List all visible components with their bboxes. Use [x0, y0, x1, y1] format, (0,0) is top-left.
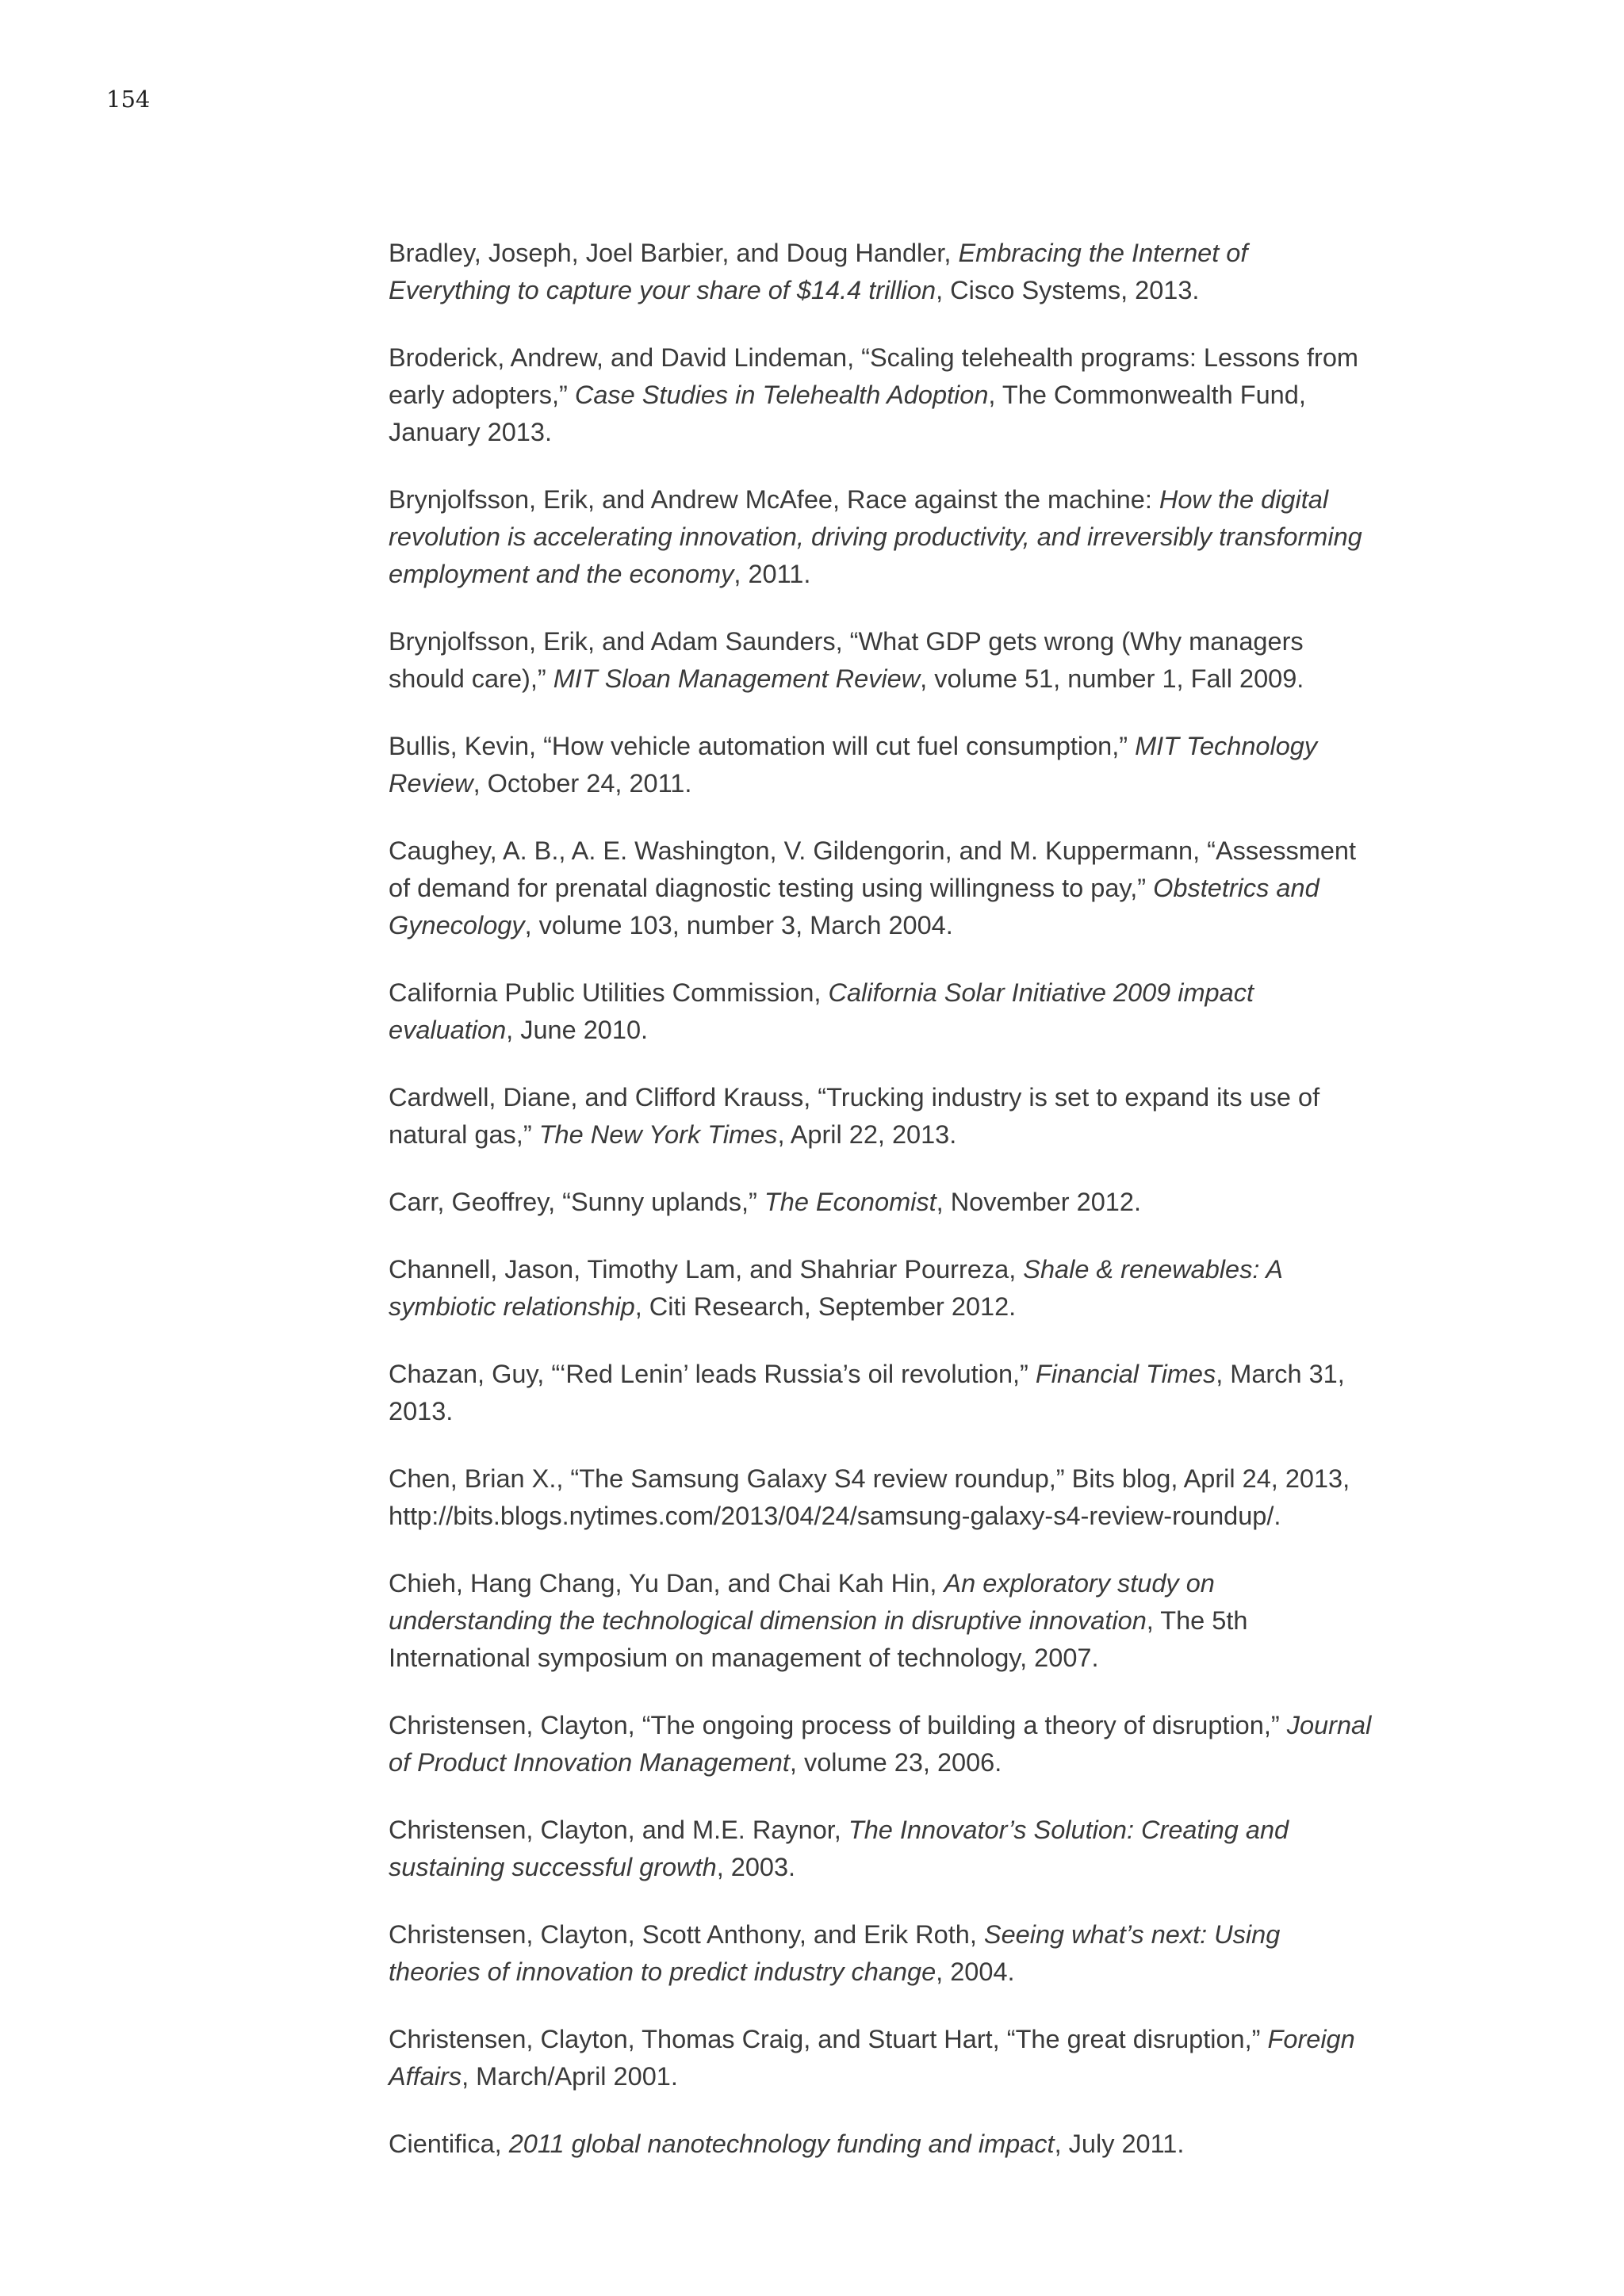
- reference-entry: [389, 974, 1372, 1049]
- reference-text: , April 22, 2013.: [777, 1120, 957, 1149]
- reference-text: , The 5th International symposium on management of technology, 2007.: [389, 1606, 1248, 1672]
- reference-entry: [389, 1251, 1372, 1326]
- reference-title-italic: The Economist: [764, 1188, 936, 1216]
- reference-text: Brynjolfsson, Erik, and Adam Saunders, “What GDP gets wrong (Why managers should care),”: [389, 627, 1304, 693]
- reference-text: Christensen, Clayton, “The ongoing process of building a theory of disruption,”: [389, 1711, 1287, 1739]
- reference-text: Chazan, Guy, “‘Red Lenin’ leads Russia’s oil revolution,”: [389, 1360, 1036, 1388]
- reference-entry: [389, 1356, 1372, 1430]
- reference-text: Caughey, A. B., A. E. Washington, V. Gildengorin, and M. Kuppermann, “Assessment of demand for prenatal diagnostic testing using willingness to pay,”: [389, 836, 1357, 902]
- reference-title-italic: Seeing what’s next: Using theories of innovation to predict industry change: [389, 1920, 1281, 1986]
- reference-text: , March/April 2001.: [462, 2062, 678, 2091]
- reference-entry: [389, 339, 1372, 451]
- reference-text: Broderick, Andrew, and David Lindeman, “Scaling telehealth programs: Lessons from early adopters,”: [389, 343, 1359, 409]
- reference-text: Chen, Brian X., “The Samsung Galaxy S4 review roundup,” Bits blog, April 24, 2013, http://bits.blogs.nytimes.com/2013/04/24/samsung-galaxy-s4-review-roundup/.: [389, 1464, 1350, 1530]
- reference-title-italic: Shale & renewables: A symbiotic relationship: [389, 1255, 1282, 1321]
- reference-title-italic: Obstetrics and Gynecology: [389, 874, 1320, 939]
- reference-text: Chieh, Hang Chang, Yu Dan, and Chai Kah Hin,: [389, 1569, 944, 1598]
- reference-title-italic: The Innovator’s Solution: Creating and sustaining successful growth: [389, 1816, 1289, 1881]
- reference-list: [389, 235, 1372, 2193]
- reference-title-italic: Foreign Affairs: [389, 2025, 1355, 2091]
- reference-text: Bullis, Kevin, “How vehicle automation will cut fuel consumption,”: [389, 732, 1136, 760]
- reference-entry: [389, 1812, 1372, 1886]
- reference-text: Christensen, Clayton, Scott Anthony, and Erik Roth,: [389, 1920, 984, 1949]
- reference-entry: [389, 2126, 1372, 2163]
- reference-entry: [389, 1565, 1372, 1677]
- reference-entry: [389, 1184, 1372, 1221]
- reference-title-italic: California Solar Initiative 2009 impact evaluation: [389, 978, 1254, 1044]
- reference-text: , volume 23, 2006.: [789, 1748, 1002, 1777]
- reference-title-italic: MIT Sloan Management Review: [553, 664, 921, 693]
- reference-title-italic: An exploratory study on understanding the technological dimension in disruptive innovation: [389, 1569, 1215, 1635]
- reference-title-italic: Financial Times: [1035, 1360, 1216, 1388]
- reference-title-italic: How the digital revolution is accelerating innovation, driving productivity, and irreversibly transforming employment and the economy: [389, 485, 1362, 588]
- reference-text: , Cisco Systems, 2013.: [936, 276, 1200, 304]
- reference-entry: [389, 235, 1372, 309]
- reference-text: , 2004.: [936, 1957, 1015, 1986]
- reference-text: , 2011.: [733, 560, 811, 588]
- reference-title-italic: Embracing the Internet of Everything to capture your share of $14.4 trillion: [389, 239, 1248, 304]
- reference-entry: [389, 728, 1372, 802]
- reference-entry: [389, 1079, 1372, 1154]
- reference-text: , volume 103, number 3, March 2004.: [524, 911, 953, 939]
- reference-entry: [389, 481, 1372, 593]
- reference-text: Christensen, Clayton, and M.E. Raynor,: [389, 1816, 848, 1844]
- reference-text: , volume 51, number 1, Fall 2009.: [920, 664, 1304, 693]
- reference-text: California Public Utilities Commission,: [389, 978, 829, 1007]
- reference-text: Cardwell, Diane, and Clifford Krauss, “Trucking industry is set to expand its use of natural gas,”: [389, 1083, 1320, 1149]
- reference-title-italic: Case Studies in Telehealth Adoption: [574, 381, 989, 409]
- reference-text: , July 2011.: [1054, 2130, 1185, 2158]
- reference-text: Brynjolfsson, Erik, and Andrew McAfee, Race against the machine:: [389, 485, 1159, 514]
- reference-title-italic: MIT Technology Review: [389, 732, 1318, 798]
- reference-text: , June 2010.: [506, 1016, 649, 1044]
- reference-entry: [389, 1460, 1372, 1535]
- reference-text: , October 24, 2011.: [473, 769, 692, 798]
- reference-text: , March 31, 2013.: [389, 1360, 1345, 1425]
- reference-text: Channell, Jason, Timothy Lam, and Shahriar Pourreza,: [389, 1255, 1024, 1284]
- reference-entry: [389, 1707, 1372, 1781]
- reference-text: , November 2012.: [936, 1188, 1141, 1216]
- reference-entry: [389, 832, 1372, 944]
- reference-entry: [389, 1916, 1372, 1991]
- reference-title-italic: 2011 global nanotechnology funding and impact: [508, 2130, 1055, 2158]
- reference-entry: [389, 623, 1372, 698]
- reference-text: , The Commonwealth Fund, January 2013.: [389, 381, 1306, 446]
- reference-text: Christensen, Clayton, Thomas Craig, and Stuart Hart, “The great disruption,”: [389, 2025, 1268, 2053]
- reference-text: Bradley, Joseph, Joel Barbier, and Doug Handler,: [389, 239, 959, 267]
- reference-text: Cientifica,: [389, 2130, 509, 2158]
- reference-text: Carr, Geoffrey, “Sunny uplands,”: [389, 1188, 764, 1216]
- reference-title-italic: Journal of Product Innovation Management: [389, 1711, 1372, 1777]
- reference-entry: [389, 2021, 1372, 2095]
- page-number: 154: [106, 86, 151, 113]
- reference-text: , 2003.: [716, 1853, 796, 1881]
- reference-text: , Citi Research, September 2012.: [634, 1292, 1017, 1321]
- reference-title-italic: The New York Times: [538, 1120, 778, 1149]
